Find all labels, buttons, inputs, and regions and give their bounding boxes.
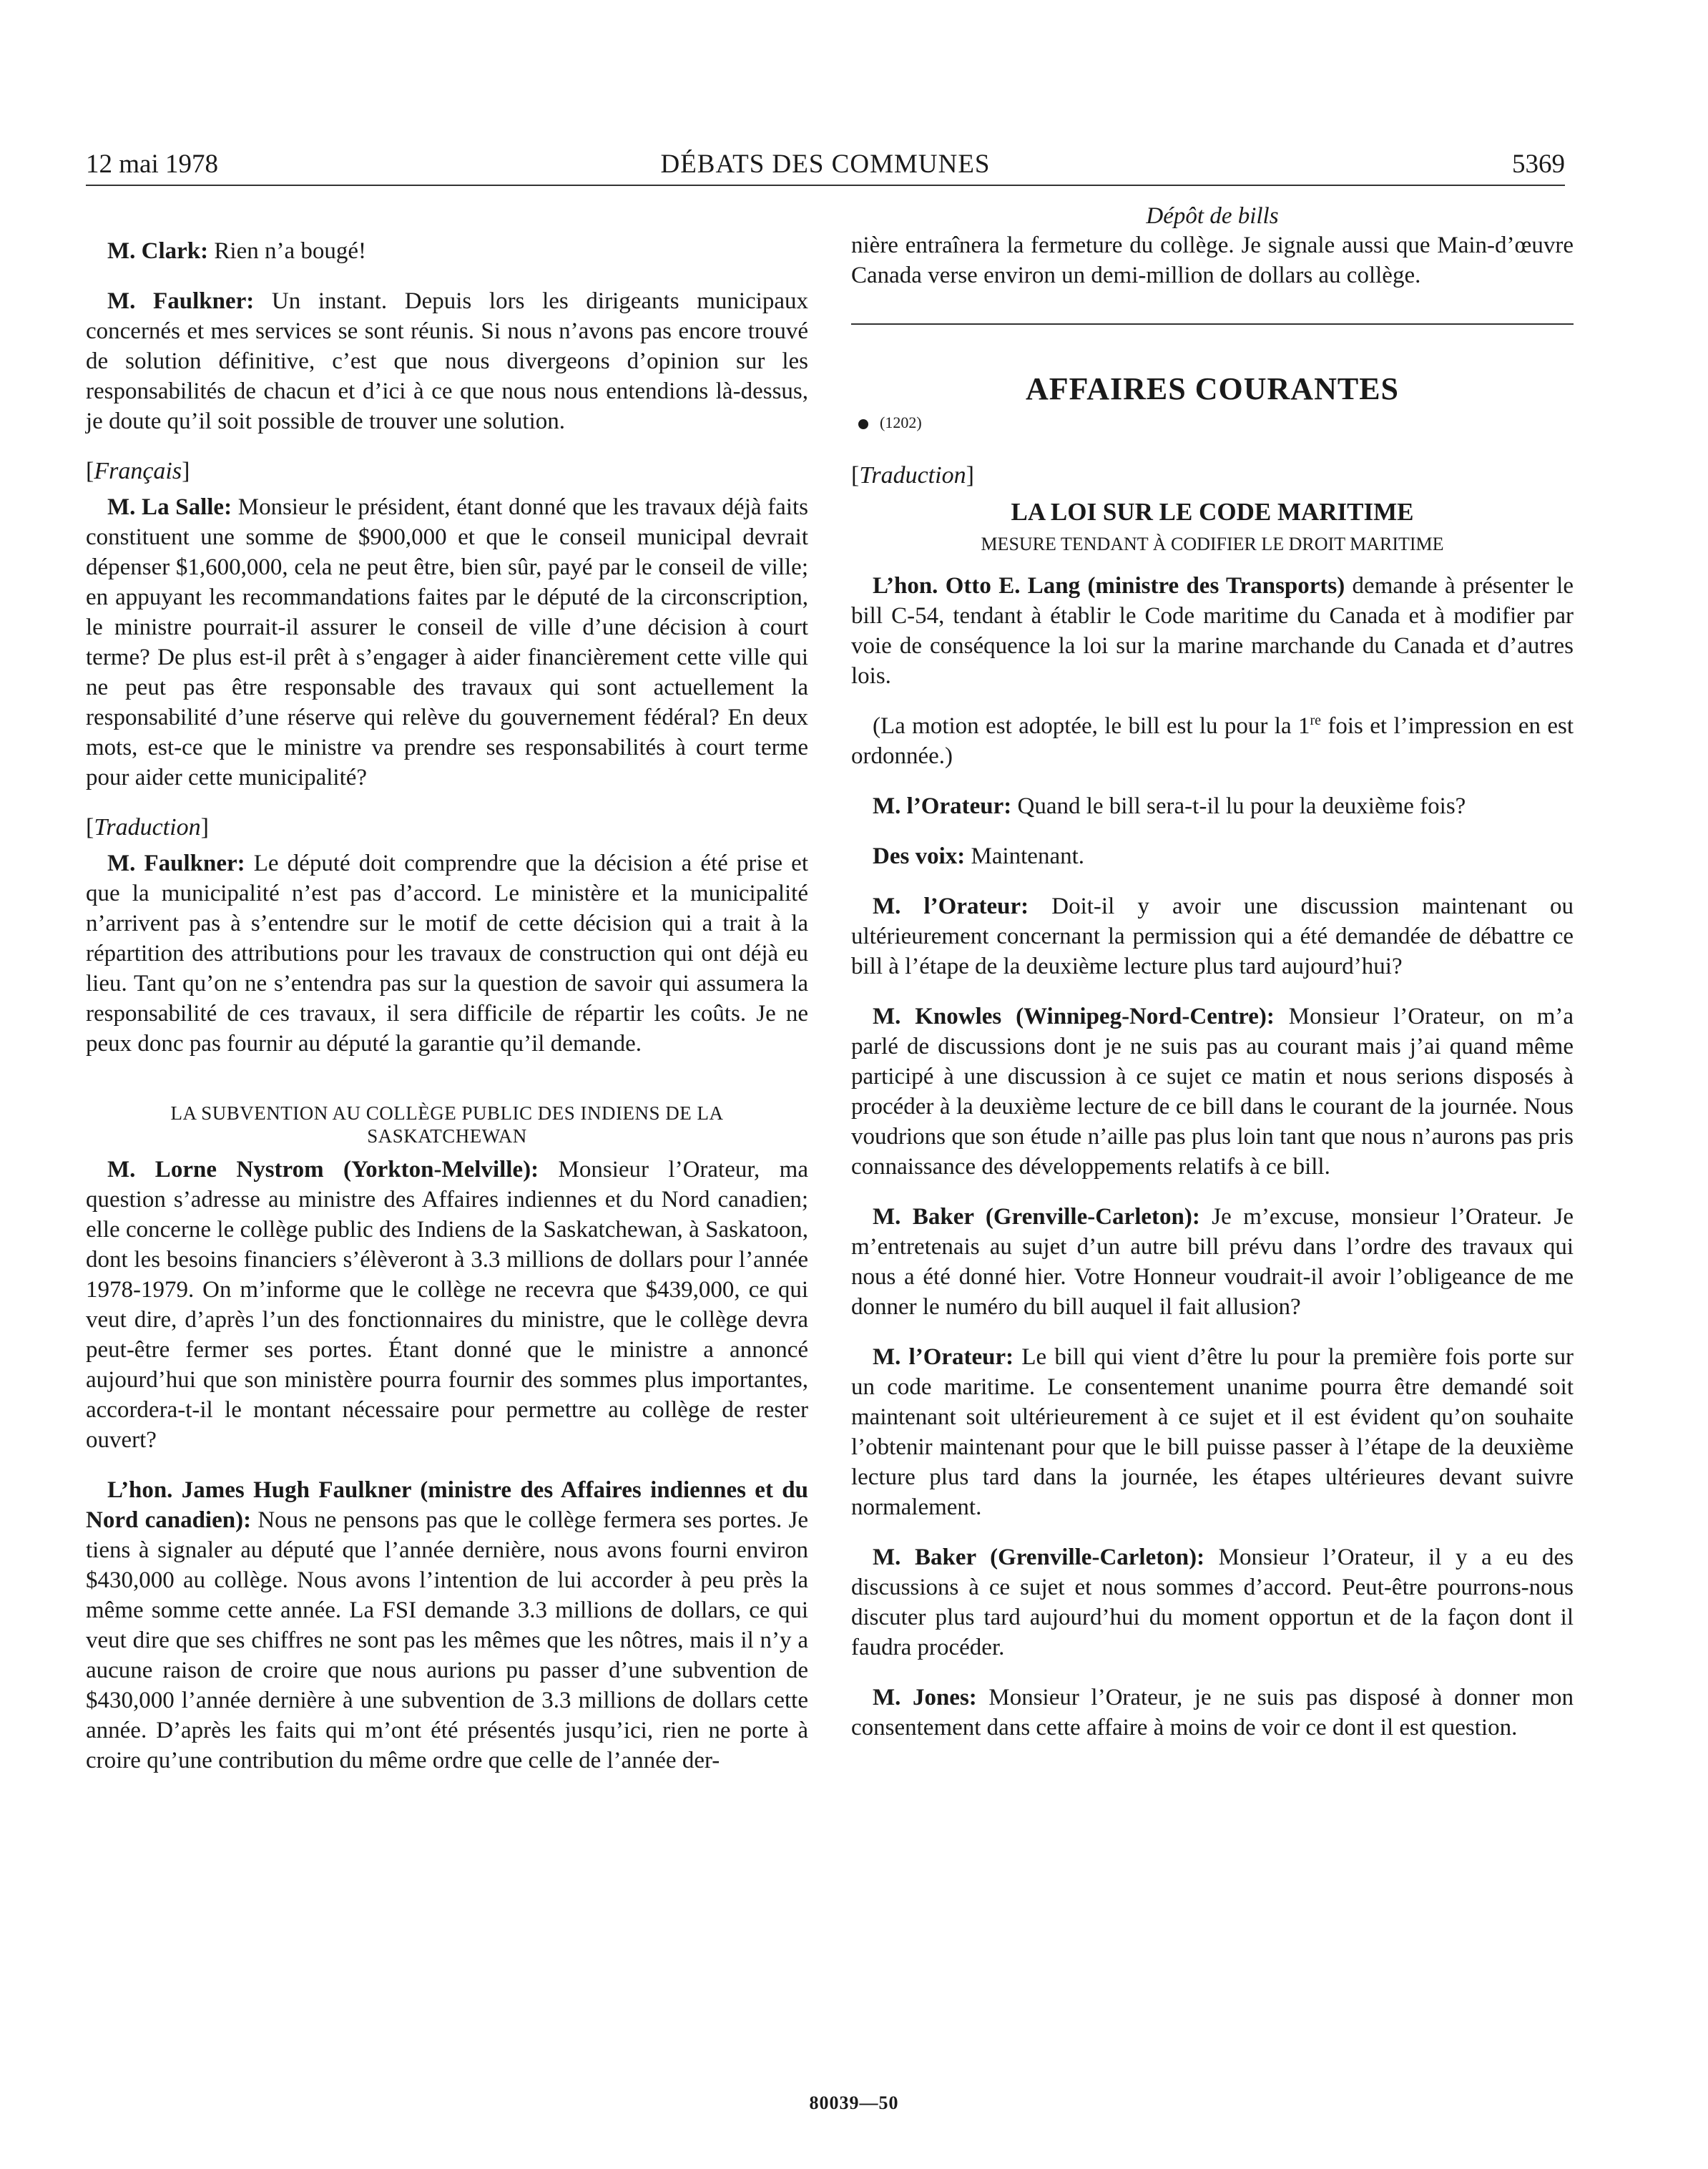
- speaker-name: M. Jones:: [873, 1685, 977, 1710]
- speech-text: Monsieur l’Orateur, on m’a parlé de discussions dont je ne suis pas au courant mais j’ai quand même participé à une discussion à ce sujet ce matin et nous serions disposés à procéder à la deuxième lecture de ce bill dans le courant de la journée. Nous voudrions que son étude n’aille pas plus loin tant que nous n’aurons pas pris connaissance des développements relatifs à ce bill.: [851, 1004, 1574, 1180]
- speaker-name: M. Lorne Nystrom (Yorkton-Melville):: [107, 1157, 539, 1183]
- speech-text: Un instant. Depuis lors les dirigeants municipaux concernés et mes services se sont réunis. Si nous n’avons pas encore trouvé de solution définitive, c’est que nous divergeons d’opinion sur les responsabilités de chacun et d’ici à ce que nous nous entendions là-dessus, je doute qu’il soit possible de trouver une solution.: [86, 288, 808, 434]
- speaker-name: L’hon. Otto E. Lang (ministre des Transports): [873, 573, 1345, 599]
- paragraph: [86, 848, 808, 1059]
- bullet-icon: [858, 419, 868, 429]
- speech-text: Monsieur le président, étant donné que les travaux déjà faits constituent une somme de $900,000 et que le conseil municipal devrait dépenser $1,600,000, cela ne peut être, bien sûr, payé par le conseil de ville; en appuyant les recommandations faites par le député de la circonscription, le ministre pourrait-il assurer le conseil de ville d’une décision à court terme? De plus est-il prêt à s’engager à aider financièrement cette ville qui ne peut pas être responsable des travaux qui sont actuellement la responsabilité d’une réserve qui relève du gouvernement fédéral? En deux mots, est-ce que le ministre va prendre ses responsabilités à court terme pour aider cette municipalité?: [86, 494, 808, 790]
- speaker-name: M. l’Orateur:: [873, 793, 1012, 819]
- section-divider: [851, 323, 1574, 325]
- header-journal-title: DÉBATS DES COMMUNES: [660, 150, 991, 179]
- paragraph: [851, 571, 1574, 691]
- speaker-name: Des voix:: [873, 843, 966, 869]
- speech-text: Maintenant.: [965, 843, 1085, 869]
- speaker-name: M. l’Orateur:: [873, 893, 1029, 919]
- speech-text: Monsieur l’Orateur, ma question s’adresse au ministre des Affaires indiennes et du Nord canadien; elle concerne le collège public des Indiens de la Saskatchewan, à Saskatoon, dont les besoins financiers s’élèveront à 3.3 millions de dollars pour l’année 1978-1979. On m’informe que le collège ne recevra que $439,000, ce qui veut dire, d’après l’un des fonctionnaires du ministre, que le collège devra peut-être fermer ses portes. Étant donné que le ministre a annoncé aujourd’hui que son ministère pourra fournir des sommes plus importantes, accordera-t-il le montant nécessaire pour permettre au collège de rester ouvert?: [86, 1157, 808, 1453]
- paragraph: [851, 1542, 1574, 1663]
- language-marker: [Français]: [86, 458, 190, 484]
- speaker-name: M. Baker (Grenville-Carleton):: [873, 1544, 1205, 1570]
- speech-text: Le député doit comprendre que la décision a été prise et que la municipalité n’est pas d’accord. Le ministère et la municipalité n’arrivent pas à s’entendre sur le motif de cette décision qui a trait à la répartition des attributions pour les travaux de construction qui ont déjà eu lieu. Tant qu’on ne s’entendra pas sur la question de savoir qui assumera la responsabilité de ces travaux, il sera difficile de répartir les coûts. Je ne peux donc pas fournir au député la garantie qu’il demande.: [86, 851, 808, 1057]
- paragraph: [851, 791, 1574, 821]
- speech-text: Doit-il y avoir une discussion maintenant ou ultérieurement concernant la permission qui a été demandée de débattre ce bill à l’étape de la deuxième lecture plus tard aujourd’hui?: [851, 893, 1574, 979]
- header-rule: [86, 185, 1565, 186]
- paragraph: [851, 1202, 1574, 1322]
- speaker-name: M. Faulkner:: [107, 851, 245, 876]
- paragraph: [86, 1155, 808, 1455]
- left-column: [86, 202, 808, 1796]
- language-marker: [Traduction]: [851, 462, 974, 489]
- speech-text: demande à présenter le bill C-54, tendant à établir le Code maritime du Canada et à modifier par voie de conséquence la loi sur la marine marchande du Canada et d’autres lois.: [851, 573, 1574, 689]
- speech-text: Quand le bill sera-t-il lu pour la deuxième fois?: [1011, 793, 1466, 819]
- paragraph: [851, 1002, 1574, 1182]
- speaker-name: M. l’Orateur:: [873, 1344, 1014, 1370]
- speech-text: Monsieur l’Orateur, je ne suis pas disposé à donner mon consentement dans cette affaire à moins de voir ce dont il est question.: [851, 1685, 1574, 1740]
- paragraph: [851, 1683, 1574, 1743]
- paragraph: [851, 841, 1574, 871]
- paragraph: [851, 891, 1574, 981]
- header-date: 12 mai 1978: [86, 150, 218, 179]
- speaker-name: M. Faulkner:: [107, 288, 255, 314]
- superscript: re: [1310, 713, 1322, 728]
- speech-text: Le bill qui vient d’être lu pour la première fois porte sur un code maritime. Le consentement unanime pourra être demandé soit maintenant soit ultérieurement à ce sujet et il est évident qu’on souhaite l’obtenir maintenant pour que le bill puisse passer à l’étape de la deuxième lecture plus tard dans la journée, les étapes ultérieures devant suivre normalement.: [851, 1344, 1574, 1520]
- paragraph-continued: nière entraînera la fermeture du collège. Je signale aussi que Main-d’œuvre Canada verse environ un demi-million de dollars au collège.: [851, 232, 1574, 288]
- speech-text: Rien n’a bougé!: [208, 238, 366, 264]
- bill-title: LA LOI SUR LE CODE MARITIME: [1011, 498, 1414, 526]
- speech-text: Nous ne pensons pas que le collège fermera ses portes. Je tiens à signaler au député que l’année dernière, nous avons fourni environ $430,000 au collège. Nous avons l’intention de lui accorder à peu près la même somme cette année. La FSI demande 3.3 millions de dollars, ce qui veut dire que ses chiffres ne sont pas les mêmes que les nôtres, mais il n’y a aucune raison de croire que nous aurions pu passer d’une subvention de $430,000 l’année dernière à une subvention de 3.3 millions de dollars cette année. D’après les faits qui m’ont été présentés jusqu’ici, rien ne porte à croire qu’une contribution du même ordre que celle de l’année der-: [86, 1507, 808, 1773]
- header-page-number: 5369: [1512, 150, 1565, 179]
- speaker-name: M. Knowles (Winnipeg-Nord-Centre):: [873, 1004, 1275, 1029]
- paragraph: [851, 1342, 1574, 1522]
- speech-text: Je m’excuse, monsieur l’Orateur. Je m’entretenais au sujet d’un autre bill prévu dans l’ordre des travaux qui nous a été donné hier. Votre Honneur voudrait-il avoir l’obligeance de me donner le numéro du bill auquel il fait allusion?: [851, 1204, 1574, 1320]
- footer-code: 80039—50: [809, 2092, 899, 2113]
- speaker-name: M. Baker (Grenville-Carleton):: [873, 1204, 1200, 1230]
- paragraph: [86, 236, 808, 266]
- speaker-name: M. Clark:: [107, 238, 209, 264]
- paragraph: [86, 1475, 808, 1776]
- speaker-name: L’hon. James Hugh Faulkner (ministre des Affaires indiennes et du Nord canadien):: [86, 1477, 808, 1533]
- subheading: LA SUBVENTION AU COLLÈGE PUBLIC DES INDIENS DE LA SASKATCHEWAN: [170, 1102, 724, 1147]
- timestamp: (1202): [858, 412, 1574, 434]
- paragraph: (La motion est adoptée, le bill est lu pour la 1re fois et l’impression en est ordonnée.): [851, 713, 1574, 769]
- speaker-name: M. La Salle:: [107, 494, 232, 520]
- bill-subtitle: MESURE TENDANT À CODIFIER LE DROIT MARITIME: [981, 534, 1444, 554]
- language-marker: [Traduction]: [86, 814, 209, 841]
- section-title: AFFAIRES COURANTES: [1025, 371, 1400, 406]
- paragraph: [86, 286, 808, 436]
- paragraph: [86, 492, 808, 793]
- right-column: [851, 202, 1574, 1763]
- speech-text: Monsieur l’Orateur, il y a eu des discussions à ce sujet et nous sommes d’accord. Peut-être pourrons-nous discuter plus tard aujourd’hui du moment opportun et de la façon dont il faudra procéder.: [851, 1544, 1574, 1660]
- running-head: Dépôt de bills: [1146, 203, 1279, 229]
